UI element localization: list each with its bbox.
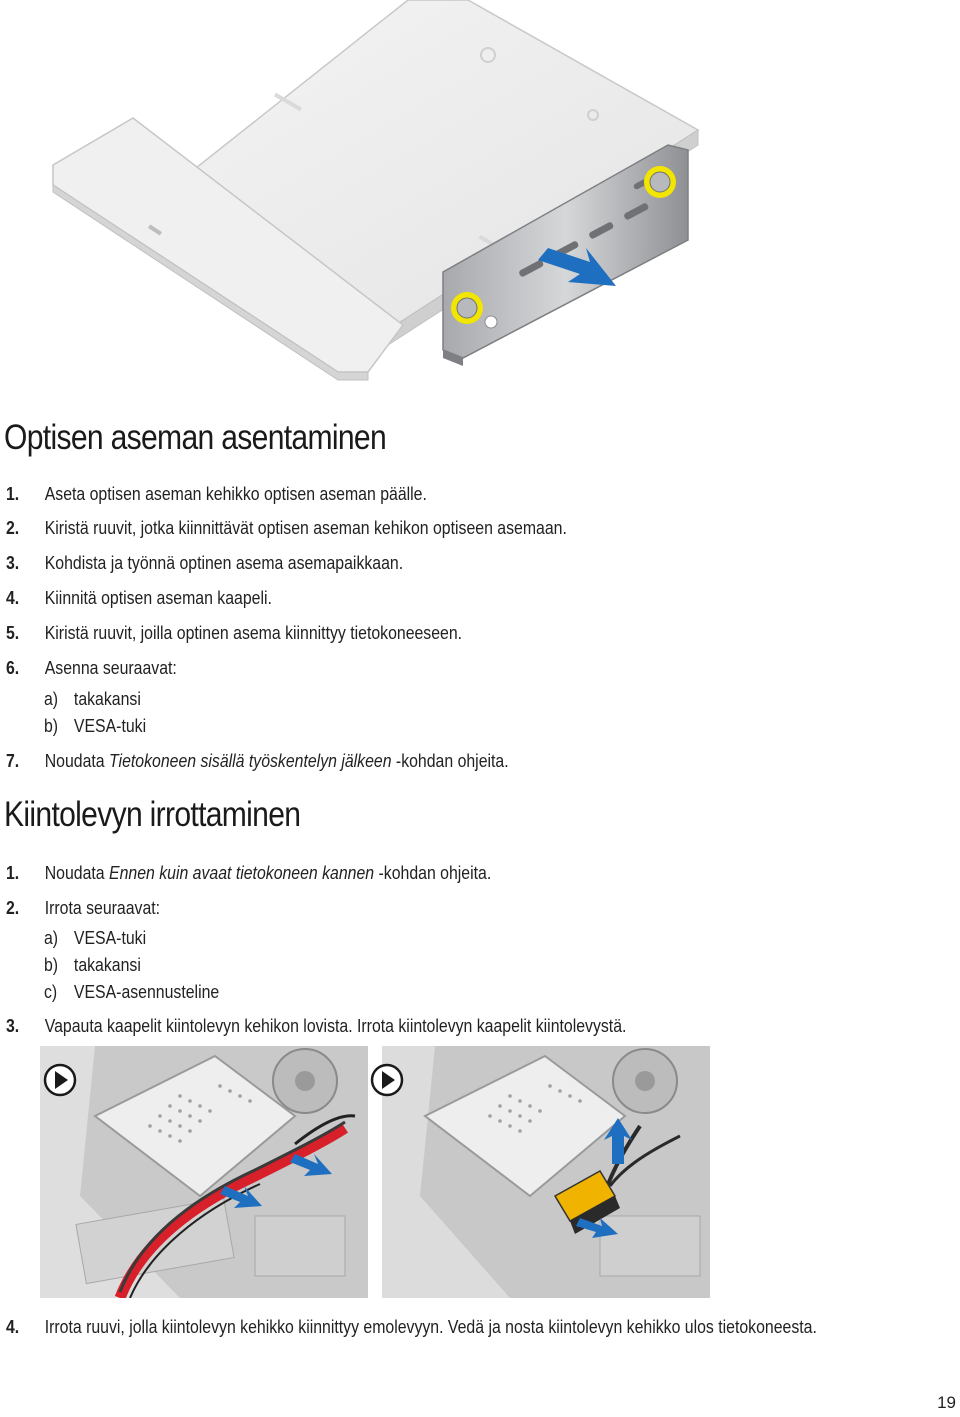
install-step-1: 1. Aseta optisen aseman kehikko optisen aseman päälle. [6, 484, 427, 504]
install-step-6: 6. Asenna seuraavat: [6, 658, 177, 678]
remove-step-2-sub-c: c) VESA-asennusteline [44, 982, 220, 1002]
install-step-7: 7. Noudata Tietokoneen sisällä työskentelyn jälkeen -kohdan ohjeita. [6, 751, 509, 771]
section-title-remove-hdd: Kiintolevyn irrottaminen [4, 795, 301, 834]
remove-step-2-sub-a: a) VESA-tuki [44, 928, 147, 948]
remove-step-3: 3. Vapauta kaapelit kiintolevyn kehikon lovista. Irrota kiintolevyn kaapelit kiintolevystä. [6, 1016, 627, 1036]
install-step-2: 2. Kiristä ruuvit, jotka kiinnittävät optisen aseman kehikon optiseen asemaan. [6, 518, 567, 538]
optical-drive-figure [48, 0, 708, 385]
remove-step-2: 2. Irrota seuraavat: [6, 898, 161, 918]
hdd-cable-figure [40, 1046, 710, 1298]
section-title-install-optical: Optisen aseman asentaminen [4, 418, 387, 457]
install-step-6-sub-a: a) takakansi [44, 689, 141, 709]
play-circle-icon [45, 1065, 75, 1095]
hdd-cable-photo-left [40, 1046, 368, 1298]
install-step-3: 3. Kohdista ja työnnä optinen asema asemapaikkaan. [6, 553, 404, 573]
remove-step-4: 4. Irrota ruuvi, jolla kiintolevyn kehikko kiinnittyy emolevyyn. Vedä ja nosta kiintolevyn kehikko ulos tietokoneesta. [6, 1317, 817, 1337]
install-step-5: 5. Kiristä ruuvit, joilla optinen asema kiinnittyy tietokoneeseen. [6, 623, 463, 643]
page-number: 19 [937, 1393, 956, 1412]
remove-step-2-sub-b: b) takakansi [44, 955, 141, 975]
hdd-cable-photo-right [382, 1046, 710, 1298]
install-step-6-sub-b: b) VESA-tuki [44, 716, 147, 736]
install-step-4: 4. Kiinnitä optisen aseman kaapeli. [6, 588, 272, 608]
play-circle-icon [372, 1065, 402, 1095]
remove-step-1: 1. Noudata Ennen kuin avaat tietokoneen kannen -kohdan ohjeita. [6, 863, 492, 883]
